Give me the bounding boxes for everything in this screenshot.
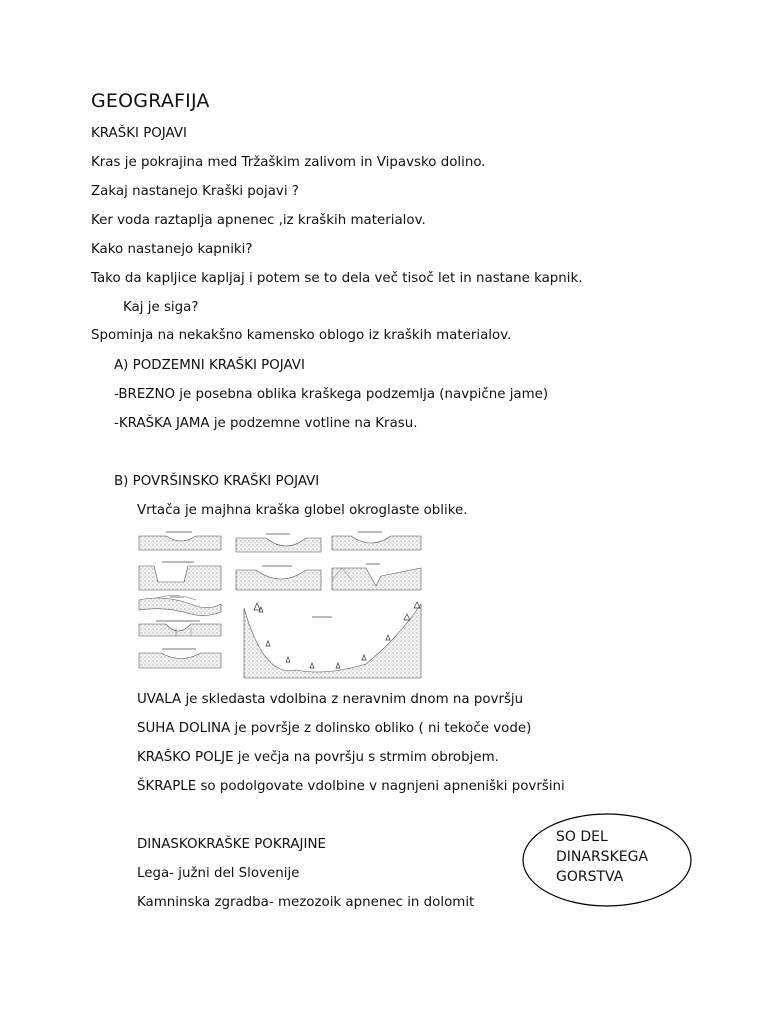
karst-landforms-figure [136, 528, 426, 680]
section-heading-dinarske: DINASKOKRAŠKE POKRAJINE [137, 837, 326, 852]
callout-line-1: SO DEL [556, 829, 608, 845]
text-line: Vrtača je majhna kraška globel okroglaste oblike. [137, 503, 468, 518]
page-title: GEOGRAFIJA [91, 90, 210, 112]
section-heading-b: B) POVRŠINSKO KRAŠKI POJAVI [114, 474, 320, 489]
text-line: Spominja na nekakšno kamensko oblogo iz kraških materialov. [91, 328, 512, 343]
callout-line-3: GORSTVA [556, 869, 624, 885]
callout-text [556, 827, 648, 887]
callout-line-2: DINARSKEGA [556, 849, 649, 865]
definition-skraple: ŠKRAPLE so podolgovate vdolbine v nagnjeni apneniški površini [137, 779, 565, 794]
text-line: Kamninska zgradba- mezozoik apnenec in dolomit [137, 895, 475, 910]
text-line: Ker voda raztaplja apnenec ,iz kraških materialov. [91, 213, 426, 228]
definition-suha-dolina: SUHA DOLINA je površje z dolinsko obliko ( ni tekoče vode) [137, 721, 532, 736]
text-line: Kras je pokrajina med Tržaškim zalivom in Vipavsko dolino. [91, 155, 486, 170]
list-item: -BREZNO je posebna oblika kraškega podzemlja (navpične jame) [114, 387, 549, 402]
section-heading-a: A) PODZEMNI KRAŠKI POJAVI [114, 358, 305, 373]
definition-krasko-polje: KRAŠKO POLJE je večja na površju s strmim obrobjem. [137, 750, 499, 765]
question-line: Kako nastanejo kapniki? [91, 242, 253, 257]
question-line: Zakaj nastanejo Kraški pojavi ? [91, 184, 299, 199]
definition-uvala: UVALA je skledasta vdolbina z neravnim dnom na površju [137, 692, 524, 707]
text-line: Lega- južni del Slovenije [137, 866, 300, 881]
question-line: Kaj je siga? [123, 300, 199, 315]
text-line: Tako da kapljice kapljaj i potem se to dela več tisoč let in nastane kapnik. [91, 271, 583, 286]
heading-kraski-pojavi: KRAŠKI POJAVI [91, 126, 187, 141]
list-item: -KRAŠKA JAMA je podzemne votline na Krasu. [114, 416, 418, 431]
